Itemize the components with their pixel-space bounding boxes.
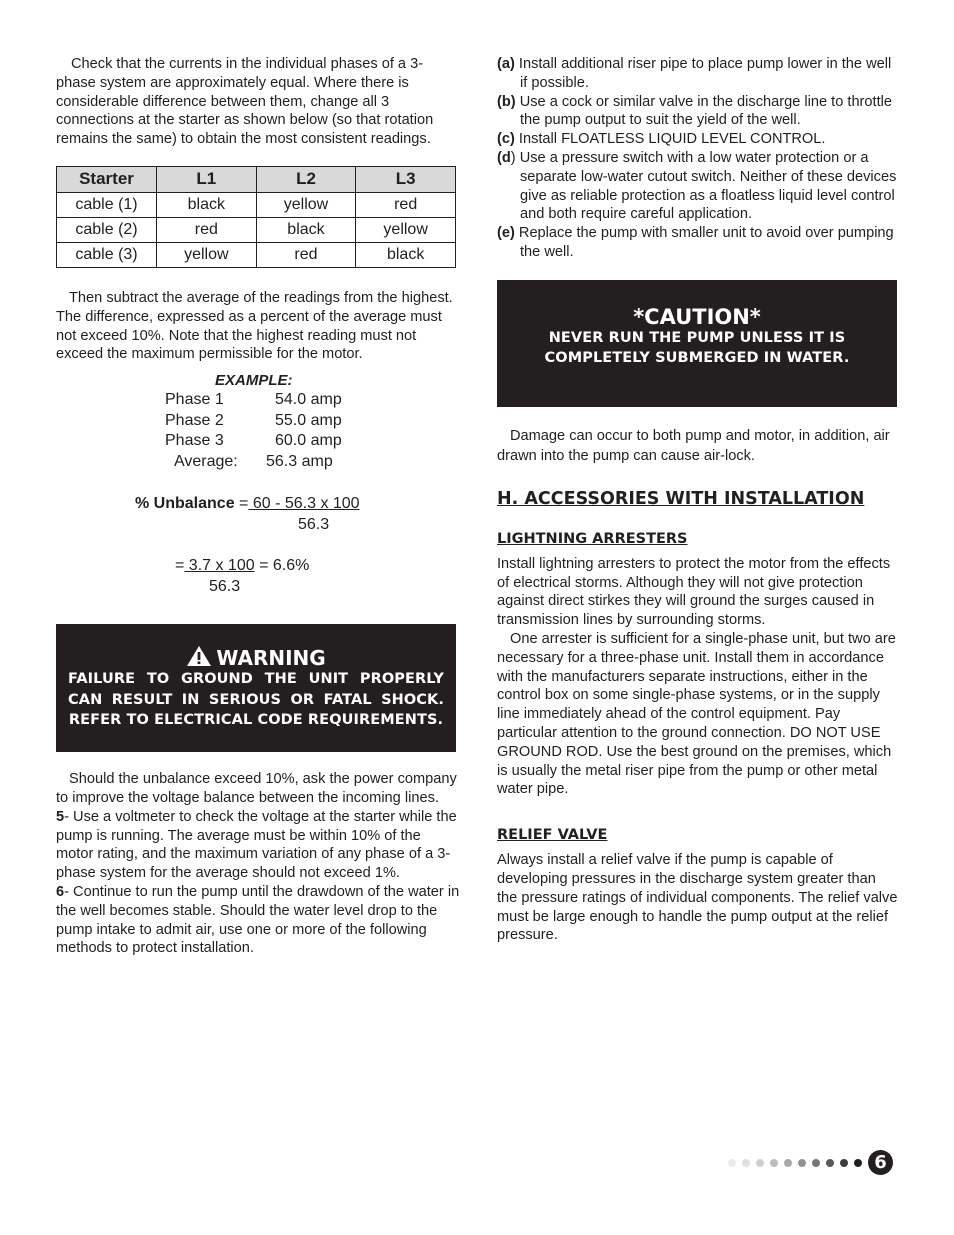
pager-dot (812, 1159, 820, 1167)
pager-dot (770, 1159, 778, 1167)
table-cell: red (256, 242, 356, 267)
pager-dot (784, 1159, 792, 1167)
list-item-key: (d (497, 149, 511, 166)
list-item-key: (e) (497, 225, 515, 242)
table-cell: yellow (356, 217, 456, 242)
step-5 (56, 808, 460, 883)
step-5-text: - Use a voltmeter to check the voltage at the starter while the pump is running. The average must be within 10% of the motor rating, and the maximum variation of any phase of a 3-phase system for the average should not exceed 1%. (56, 808, 457, 882)
left-column (56, 55, 460, 958)
pager-dot (742, 1159, 750, 1167)
page-indicator (728, 1150, 898, 1176)
table-cell: cable (1) (57, 192, 157, 217)
formula-line-2 (175, 556, 309, 577)
table-header-row (57, 166, 456, 192)
list-item-text: Use a cock or similar valve in the discharge line to throttle the pump output to suit the yield of the well. (515, 93, 892, 129)
phase-3-value: 60.0 amp (275, 432, 342, 450)
step-6-number: 6 (56, 883, 65, 900)
table-header: L1 (157, 166, 257, 192)
list-item-key: (a) (497, 56, 515, 72)
phase-3-label: Phase 3 (165, 432, 224, 450)
damage-paragraph: Damage can occur to both pump and motor, in addition, air drawn into the pump can cause air-lock. (497, 427, 890, 465)
table-cell: yellow (157, 242, 257, 267)
table-cell: black (356, 242, 456, 267)
phase-1-value: 54.0 amp (275, 391, 342, 409)
table-row (57, 217, 456, 242)
step-5-number: 5 (56, 808, 65, 825)
table-header: L2 (256, 166, 356, 192)
starter-connection-table (56, 166, 456, 268)
warning-icon (186, 645, 212, 667)
subtract-paragraph: Then subtract the average of the readings from the highest. The difference, expressed as a percent of the average must not exceed 10%. Note that the highest reading must not exceed the maximum permissible for the motor. (56, 289, 453, 363)
list-item-text: Install FLOATLESS LIQUID LEVEL CONTROL. (514, 131, 826, 148)
step-6 (56, 883, 460, 958)
list-item (497, 55, 899, 93)
list-item-key: (c) (497, 131, 515, 148)
pager-dot (826, 1159, 834, 1167)
table-cell: cable (3) (57, 242, 157, 267)
caution-box (497, 280, 897, 407)
formula-numerator-2: 3.7 x 100 (184, 557, 255, 575)
table-cell: cable (2) (57, 217, 157, 242)
average-value: 56.3 amp (266, 453, 333, 471)
formula-result: = 6.6% (254, 557, 310, 575)
formula-numerator: 60 - 56.3 x 100 (248, 495, 360, 513)
list-item (497, 93, 899, 131)
pager-dot (728, 1159, 736, 1167)
example-title: EXAMPLE: (215, 372, 293, 390)
right-column (497, 55, 899, 945)
pager-dot (756, 1159, 764, 1167)
caution-text: NEVER RUN THE PUMP UNLESS IT IS COMPLETELY SUBMERGED IN WATER. (544, 329, 850, 367)
warning-box (56, 624, 456, 752)
table-cell: red (157, 217, 257, 242)
formula-equals: = (239, 495, 249, 513)
pager-dot (854, 1159, 862, 1167)
table-cell: black (157, 192, 257, 217)
pager-dot (798, 1159, 806, 1167)
table-cell: black (256, 217, 356, 242)
lightning-arresters-heading: LIGHTNING ARRESTERS (497, 530, 688, 547)
table-row (57, 192, 456, 217)
formula-equals-2: = (175, 557, 185, 575)
protection-methods-list (497, 55, 899, 262)
average-label: Average: (174, 453, 238, 471)
list-item (497, 224, 899, 262)
intro-paragraph: Check that the currents in the individual phases of a 3-phase system are approximately equal. Where there is considerable difference between them, change all 3 connections at the starter as shown below (so that rotation remains the same) to obtain the most consistent readings. (56, 56, 434, 148)
section-heading-accessories: H. ACCESSORIES WITH INSTALLATION (497, 488, 865, 509)
warning-heading (56, 645, 456, 669)
relief-valve-paragraph: Always install a relief valve if the pump is capable of developing pressures in the discharge system greater than the pressure ratings of individual components. The relief valve must be large enough to handle the pump output at the relief pressure. (497, 852, 898, 944)
table-cell: red (356, 192, 456, 217)
table-cell: yellow (256, 192, 356, 217)
phase-1-label: Phase 1 (165, 391, 224, 409)
caution-title: *CAUTION* (633, 304, 761, 329)
list-item-text: Replace the pump with smaller unit to avoid over pumping the well. (514, 225, 894, 260)
formula-label: % Unbalance (135, 495, 235, 513)
warning-text: FAILURE TO GROUND THE UNIT PROPERLY CAN RESULT IN SERIOUS OR FATAL SHOCK. REFER TO ELECTRICAL CODE REQUIREMENTS. (68, 671, 444, 729)
formula-denominator: 56.3 (298, 516, 330, 534)
relief-valve-heading: RELIEF VALVE (497, 827, 608, 844)
list-item-key: (b) (497, 93, 516, 110)
table-header: L3 (356, 166, 456, 192)
step-6-text: - Continue to run the pump until the drawdown of the water in the well becomes stable. Should the water level drop to the pump intake to admit air, use one or more of the following methods to protect installation. (56, 883, 460, 957)
table-row (57, 242, 456, 267)
pager-dot (840, 1159, 848, 1167)
list-item-text: Install additional riser pipe to place pump lower in the well if possible. (514, 56, 892, 91)
table-header: Starter (57, 166, 157, 192)
formula-denominator-2: 56.3 (209, 578, 241, 596)
phase-2-label: Phase 2 (165, 412, 224, 430)
formula-line-1 (135, 494, 360, 515)
unbalance-formula (56, 494, 460, 602)
example-block (56, 371, 460, 481)
lightning-paragraph-1: Install lightning arresters to protect the motor from the effects of electrical storms. Although they will not give protection against direct stirkes they will ground the surges caused in transmission lines by surrounding storms. (497, 555, 891, 629)
page-number: 6 (868, 1150, 893, 1175)
list-item (497, 130, 899, 149)
phase-2-value: 55.0 amp (275, 412, 342, 430)
list-item-text: ) Use a pressure switch with a low water protection or a separate low-water cutout switch. Neither of these devices give as reliable protection as a floatless liquid level control and both require careful application. (510, 149, 897, 223)
unbalance-paragraph: Should the unbalance exceed 10%, ask the power company to improve the voltage balance between the incoming lines. (56, 771, 457, 806)
list-item (497, 149, 899, 224)
warning-title: WARNING (216, 646, 326, 671)
lightning-paragraph-2: One arrester is sufficient for a single-phase unit, but two are necessary for a three-phase unit. Install them in accordance with the manufacturers separate instructions, either in the control box on some single-phase systems, or in the supply line immediately ahead of the control equipment. Pay particular attention to the ground connection. DO NOT USE GROUND ROD. Use the best ground on the premises, which is usually the metal riser pipe from the pump or other metal water pipe. (497, 630, 896, 798)
